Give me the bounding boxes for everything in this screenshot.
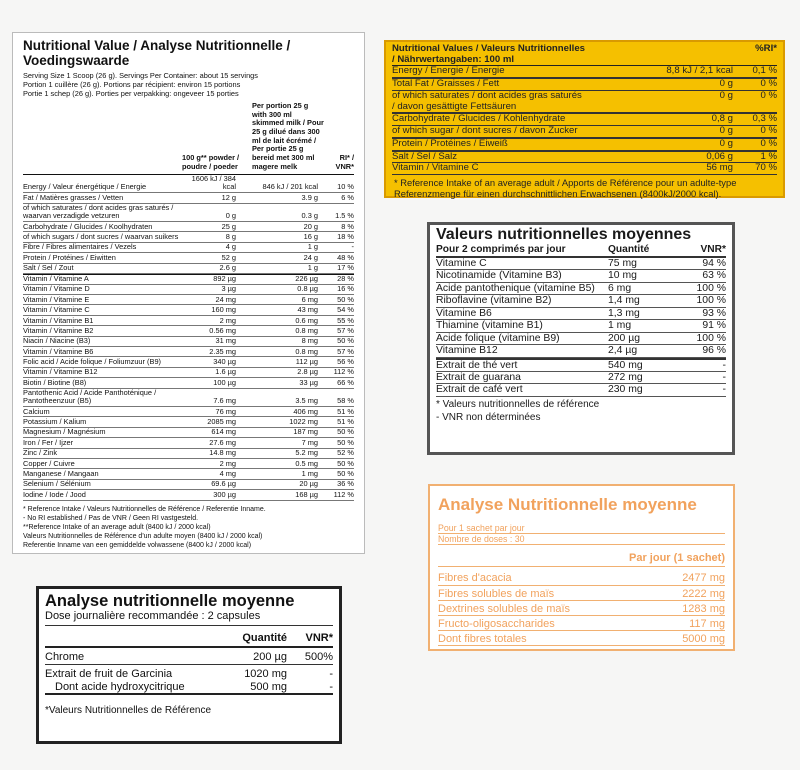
nutrient-name: Vitamin / Vitamine C bbox=[23, 305, 90, 315]
vitamin-list bbox=[436, 258, 726, 358]
nutrient-value: 0 g bbox=[719, 125, 733, 137]
per-portion-value: 226 µg bbox=[295, 273, 318, 283]
table-row bbox=[23, 417, 354, 427]
table-row bbox=[23, 490, 354, 500]
ri-value: 0 % bbox=[760, 137, 777, 149]
per-100g-value: 2 mg bbox=[219, 315, 236, 325]
ri-value: 50 % bbox=[337, 469, 354, 479]
footnote: *Valeurs Nutritionnelles de Référence bbox=[45, 705, 212, 717]
per-100g-value: 2 mg bbox=[219, 458, 236, 468]
ri-value: 6 % bbox=[341, 192, 354, 202]
table-row bbox=[438, 616, 725, 631]
table-row bbox=[23, 285, 354, 295]
table-row bbox=[23, 459, 354, 469]
dosage-info: Pour 1 sachet par jour Nombre de doses : 30 bbox=[438, 523, 725, 546]
per-portion-value: 20 g bbox=[303, 221, 318, 231]
nutrient-name: Salt / Sel / Salz bbox=[392, 150, 458, 162]
ri-value: 57 % bbox=[337, 346, 354, 356]
ingredient-value: 1283 mg bbox=[682, 602, 725, 615]
table-row bbox=[438, 586, 725, 601]
nutrient-name: Vitamin / Vitamine B2 bbox=[23, 325, 94, 335]
table-header bbox=[23, 102, 354, 172]
vnr-value: 100 % bbox=[696, 332, 726, 344]
ri-value: 51 % bbox=[337, 406, 354, 416]
vnr-value: - bbox=[722, 371, 726, 383]
per-100g-value: 1.6 µg bbox=[215, 367, 236, 377]
header-ri: RI* / VNR* bbox=[335, 153, 354, 171]
fibre-table bbox=[438, 570, 725, 645]
table-row bbox=[23, 469, 354, 479]
table-row bbox=[23, 428, 354, 438]
label-title: Analyse Nutritionnelle moyenne bbox=[438, 495, 697, 514]
table-row bbox=[436, 360, 726, 372]
per-100g-value: 4 g bbox=[225, 242, 236, 252]
table-row bbox=[23, 264, 354, 274]
table-row bbox=[436, 270, 726, 282]
ri-value: 18 % bbox=[337, 232, 354, 242]
nutrient-name: Niacin / Niacine (B3) bbox=[23, 336, 91, 346]
header-per-portion: Per portion 25 g with 300 ml skimmed milk / Pour 25 g dilué dans 300 ml de lait écrémé / Per portie 25 g bereid met 300 ml magere melk bbox=[252, 100, 324, 171]
per-100g-value: 3 µg bbox=[221, 284, 236, 294]
dosage-info: Dose journalière recommandée : 2 capsules bbox=[45, 610, 333, 625]
table-row bbox=[436, 283, 726, 295]
quantity-value: 1 mg bbox=[608, 320, 632, 332]
ri-value: 112 % bbox=[333, 489, 354, 499]
per-portion-value: 0.3 g bbox=[301, 211, 318, 221]
ri-value: 112 % bbox=[333, 367, 354, 377]
nutrient-name: Acide folique (vitamine B9) bbox=[436, 332, 560, 344]
vnr-value: 63 % bbox=[702, 270, 726, 282]
per-portion-value: 112 µg bbox=[295, 357, 318, 367]
table-row bbox=[23, 480, 354, 490]
nutrient-name: Zinc / Zink bbox=[23, 448, 58, 458]
ri-value: 55 % bbox=[337, 315, 354, 325]
table-row bbox=[23, 316, 354, 326]
per-portion-value: 43 mg bbox=[297, 305, 318, 315]
label-title: Analyse nutritionnelle moyenne bbox=[45, 592, 295, 610]
table-row bbox=[23, 175, 354, 193]
per-100g-value: 300 µg bbox=[213, 489, 236, 499]
ri-value: 10 % bbox=[337, 182, 354, 192]
per-portion-value: 24 g bbox=[303, 252, 318, 262]
table-row bbox=[436, 320, 726, 332]
per-portion-value: 846 kJ / 201 kcal bbox=[262, 182, 318, 192]
ri-value: 50 % bbox=[337, 458, 354, 468]
extract-group bbox=[45, 665, 333, 695]
nutrient-value: 0,8 g bbox=[711, 113, 733, 125]
table-row bbox=[436, 295, 726, 307]
per-portion-value: 6 mg bbox=[301, 294, 318, 304]
nutrient-name: Vitamin / Vitamine B12 bbox=[23, 367, 98, 377]
ri-value: 0 % bbox=[760, 125, 777, 137]
table-row bbox=[23, 295, 354, 305]
label-title: Valeurs nutritionnelles moyennes bbox=[436, 226, 692, 243]
per-100g-value: 340 µg bbox=[213, 357, 236, 367]
ri-value: 0,1 % bbox=[752, 65, 777, 77]
per-100g-value: 24 mg bbox=[215, 294, 236, 304]
table-row bbox=[23, 222, 354, 232]
nutrient-name: Protein / Protéines / Eiweiß bbox=[392, 137, 508, 149]
nutrient-name: Extrait de café vert bbox=[436, 384, 523, 396]
footnote: * Reference Intake of an average adult / Apports de Référence pour un adulte-type Referenzmenge für einen durchschnittlichen Erwachsenen (8400kJ/2000 kcal). bbox=[394, 177, 737, 199]
ri-value: 16 % bbox=[337, 284, 354, 294]
label-title: Nutritional Value / Analyse Nutritionnelle / Voedingswaarde bbox=[23, 38, 291, 68]
nutrient-name: Total Fat / Graisses / Fett bbox=[392, 78, 500, 90]
table-row bbox=[23, 204, 354, 222]
table-row bbox=[23, 253, 354, 263]
ri-value: 0 % bbox=[760, 89, 777, 101]
ri-value: 17 % bbox=[337, 263, 354, 273]
nutrition-label-tablets bbox=[427, 222, 735, 455]
table-row bbox=[436, 258, 726, 270]
per-100g-value: 1606 kJ / 384 kcal bbox=[191, 173, 236, 192]
quantity-value: 6 mg bbox=[608, 282, 632, 294]
table-row bbox=[23, 368, 354, 378]
nutrient-name: Vitamine B6 bbox=[436, 307, 492, 319]
per-portion-value: 406 mg bbox=[293, 406, 318, 416]
ri-value: 54 % bbox=[337, 305, 354, 315]
nutrient-name: Manganese / Mangaan bbox=[23, 469, 99, 479]
nutrient-name: Potassium / Kalium bbox=[23, 417, 87, 427]
ri-value: 28 % bbox=[337, 273, 354, 283]
extract-list bbox=[436, 358, 726, 397]
ri-value: 50 % bbox=[337, 336, 354, 346]
nutrient-name: Vitamin / Vitamine A bbox=[23, 273, 89, 283]
nutrient-name: Vitamine C bbox=[436, 258, 487, 270]
per-portion-value: 2.8 µg bbox=[297, 367, 318, 377]
table-row bbox=[23, 232, 354, 242]
table-row bbox=[392, 66, 777, 78]
header-per-100g: 100 g** powder / poudre / poeder bbox=[182, 153, 240, 171]
nutrient-name: Vitamin / Vitamine D bbox=[23, 284, 90, 294]
per-portion-value: 7 mg bbox=[301, 437, 318, 447]
table-row bbox=[23, 305, 354, 315]
table-row bbox=[436, 345, 726, 357]
per-portion-value: 0.8 mg bbox=[295, 325, 318, 335]
table-row bbox=[23, 243, 354, 253]
ingredient-name: Fibres d'acacia bbox=[438, 572, 512, 585]
quantity-value: 540 mg bbox=[608, 359, 643, 371]
table-row bbox=[392, 91, 777, 113]
per-100g-value: 8 g bbox=[225, 232, 236, 242]
per-100g-value: 52 g bbox=[221, 252, 236, 262]
ingredient-value: 5000 mg bbox=[682, 632, 725, 645]
nutrient-name: Fibre / Fibres alimentaires / Vezels bbox=[23, 242, 137, 252]
per-100g-value: 2.35 mg bbox=[209, 346, 236, 356]
nutrient-name: Energy / Énergie / Energie bbox=[392, 65, 505, 77]
table-row bbox=[392, 126, 777, 138]
ri-value: 56 % bbox=[337, 357, 354, 367]
nutrient-value: 8,8 kJ / 2,1 kcal bbox=[666, 65, 733, 77]
quantity-value: 2,4 µg bbox=[608, 345, 638, 357]
nutrient-value: 0,06 g bbox=[706, 150, 733, 162]
table-row bbox=[23, 407, 354, 417]
table-row bbox=[438, 601, 725, 616]
nutrient-name: Carbohydrate / Glucides / Koolhydraten bbox=[23, 221, 153, 231]
table-row bbox=[392, 138, 777, 151]
ingredient-name: Fructo-oligosaccharides bbox=[438, 617, 555, 630]
nutrition-label-protein-powder bbox=[12, 32, 365, 554]
nutrient-name: Extrait de thé vert bbox=[436, 359, 518, 371]
serving-info: Serving Size 1 Scoop (26 g). Servings Per Container: about 15 servings Portion 1 cuillère (26 g). Portions par récipient: environ 15 portions Portie 1 schep (26 g). Porties per verpakking: ongeveer 15 porties bbox=[23, 70, 258, 98]
per-portion-value: 16 g bbox=[303, 232, 318, 242]
per-100g-value: 0.56 mg bbox=[209, 325, 236, 335]
per-portion-value: 1 mg bbox=[301, 469, 318, 479]
per-portion-value: 3.9 g bbox=[301, 192, 318, 202]
per-100g-value: 0 g bbox=[225, 211, 236, 221]
ingredient-name: Dont fibres totales bbox=[438, 632, 527, 645]
table-header: Nutritional Values / Valeurs Nutritionnelles / Nährwertangaben: 100 ml %RI* bbox=[392, 43, 777, 65]
footnotes: * Reference Intake / Valeurs Nutritionnelles de Référence / Referentie Inname. - No RI established / Pas de VNR / Geen RI vastgesteld. **Reference Intake of an average adult (8400 kJ / 2000 kcal) Valeurs Nutritionnelles de Référence d'un adulte moyen (8400 kJ / 2000 kcal) Referentie Inname van een gemiddelde volwassene (8400 kJ / 2000 kcal) bbox=[23, 505, 266, 549]
ri-value: 0 % bbox=[760, 78, 777, 90]
ri-value: 51 % bbox=[337, 417, 354, 427]
ri-value: 50 % bbox=[337, 294, 354, 304]
ri-value: 50 % bbox=[337, 437, 354, 447]
per-100g-value: 27.6 mg bbox=[209, 437, 236, 447]
per-100g-value: 2085 mg bbox=[207, 417, 236, 427]
vnr-value: 100 % bbox=[696, 282, 726, 294]
table-row: Extrait de fruit de Garcinia 1020 mg - bbox=[45, 668, 333, 681]
ri-value: - bbox=[351, 242, 354, 252]
nutrient-table bbox=[23, 174, 354, 501]
ri-value: 66 % bbox=[337, 377, 354, 387]
per-100g-value: 12 g bbox=[221, 192, 236, 202]
ingredient-value: 2477 mg bbox=[682, 572, 725, 585]
column-header: Par jour (1 sachet) bbox=[438, 552, 725, 567]
ri-value: 70 % bbox=[755, 162, 777, 174]
nutrient-name: Vitamin / Vitamine B1 bbox=[23, 315, 94, 325]
nutrient-table bbox=[392, 66, 777, 175]
per-100g-value: 2.6 g bbox=[219, 263, 236, 273]
vnr-value: - bbox=[722, 359, 726, 371]
nutrient-name: Salt / Sel / Zout bbox=[23, 263, 74, 273]
quantity-value: 75 mg bbox=[608, 258, 637, 270]
nutrient-name: Fat / Matières grasses / Vetten bbox=[23, 192, 124, 202]
table-row bbox=[438, 570, 725, 585]
table-row bbox=[436, 372, 726, 384]
per-100g-value: 7.6 mg bbox=[213, 396, 236, 406]
per-100g-value: 160 mg bbox=[211, 305, 236, 315]
ri-value: 50 % bbox=[337, 427, 354, 437]
per-portion-value: 3.5 mg bbox=[295, 396, 318, 406]
ingredient-value: 117 mg bbox=[689, 617, 725, 630]
per-portion-value: 5.2 mg bbox=[295, 448, 318, 458]
nutrient-name: of which saturates / dont acides gras saturés / waarvan verzadigde vetzuren bbox=[23, 202, 174, 221]
table-row bbox=[392, 163, 777, 175]
nutrient-name: Nicotinamide (Vitamine B3) bbox=[436, 270, 562, 282]
ri-value: 58 % bbox=[337, 396, 354, 406]
table-row: Chrome 200 µg 500% bbox=[45, 648, 333, 666]
ingredient-name: Dextrines solubles de maïs bbox=[438, 602, 571, 615]
nutrient-name: of which sugars / dont sucres / waarvan suikers bbox=[23, 232, 179, 242]
table-row bbox=[23, 438, 354, 448]
nutrient-name: Energy / Valeur énergétique / Energie bbox=[23, 182, 147, 192]
per-portion-value: 1 g bbox=[307, 242, 318, 252]
nutrient-name: Magnesium / Magnésium bbox=[23, 427, 106, 437]
per-portion-value: 20 µg bbox=[299, 479, 318, 489]
nutrition-label-capsules bbox=[36, 586, 342, 744]
per-portion-value: 0.8 µg bbox=[297, 284, 318, 294]
per-portion-value: 8 mg bbox=[301, 336, 318, 346]
per-100g-value: 14.8 mg bbox=[209, 448, 236, 458]
footnotes: * Valeurs nutritionnelles de référence - VNR non déterminées bbox=[436, 398, 600, 423]
ri-value: 1.5 % bbox=[335, 211, 354, 221]
table-row bbox=[436, 308, 726, 320]
per-100g-value: 76 mg bbox=[215, 406, 236, 416]
vnr-value: 91 % bbox=[702, 320, 726, 332]
table-row bbox=[438, 631, 725, 646]
per-portion-value: 1022 mg bbox=[289, 417, 318, 427]
nutrient-name: Riboflavine (vitamine B2) bbox=[436, 295, 552, 307]
vnr-value: 93 % bbox=[702, 307, 726, 319]
per-100g-value: 100 µg bbox=[213, 377, 236, 387]
nutrient-name: Thiamine (vitamine B1) bbox=[436, 320, 543, 332]
table-row bbox=[436, 384, 726, 396]
per-portion-value: 0.5 mg bbox=[295, 458, 318, 468]
per-portion-value: 1 g bbox=[307, 263, 318, 273]
quantity-value: 230 mg bbox=[608, 384, 643, 396]
nutrient-name: of which saturates / dont acides gras saturés / davon gesättigte Fettsäuren bbox=[392, 89, 582, 112]
nutrient-name: Protein / Protéines / Eiwitten bbox=[23, 252, 116, 262]
per-100g-value: 4 mg bbox=[219, 469, 236, 479]
per-100g-value: 31 mg bbox=[215, 336, 236, 346]
nutrient-name: Folic acid / Acide folique / Foliumzuur (B9) bbox=[23, 357, 162, 367]
quantity-value: 272 mg bbox=[608, 371, 643, 383]
nutrient-value: 0 g bbox=[719, 78, 733, 90]
per-portion-value: 33 µg bbox=[299, 377, 318, 387]
nutrient-name: Copper / Cuivre bbox=[23, 458, 75, 468]
ingredient-name: Fibres solubles de maïs bbox=[438, 587, 555, 600]
nutrient-name: Vitamin / Vitamine C bbox=[392, 162, 479, 174]
ri-value: 57 % bbox=[337, 325, 354, 335]
table-row bbox=[23, 274, 354, 285]
per-portion-value: 0.8 mg bbox=[295, 346, 318, 356]
nutrient-value: 0 g bbox=[719, 89, 733, 101]
ri-value: 36 % bbox=[337, 479, 354, 489]
nutrient-name: Acide pantothenique (vitamine B5) bbox=[436, 282, 595, 294]
vnr-value: 100 % bbox=[696, 295, 726, 307]
ri-value: 52 % bbox=[337, 448, 354, 458]
table-row bbox=[23, 449, 354, 459]
table-header: Quantité VNR* bbox=[45, 632, 333, 648]
quantity-value: 1,3 mg bbox=[608, 307, 640, 319]
nutrient-name: Carbohydrate / Glucides / Kohlenhydrate bbox=[392, 113, 566, 125]
table-row bbox=[23, 347, 354, 357]
per-100g-value: 69.6 µg bbox=[211, 479, 236, 489]
quantity-value: 10 mg bbox=[608, 270, 637, 282]
table-row bbox=[436, 333, 726, 345]
nutrient-name: Pantothenic Acid / Acide Panthoténique / Pantotheenzuur (B5) bbox=[23, 387, 157, 406]
nutrient-name: Vitamin / Vitamine B6 bbox=[23, 346, 94, 356]
ri-value: 0,3 % bbox=[752, 113, 777, 125]
table-row bbox=[23, 193, 354, 203]
quantity-value: 200 µg bbox=[608, 332, 640, 344]
per-100g-value: 25 g bbox=[221, 221, 236, 231]
nutrition-label-fibres bbox=[428, 484, 735, 651]
ingredient-value: 2222 mg bbox=[682, 587, 725, 600]
quantity-value: 1,4 mg bbox=[608, 295, 640, 307]
vnr-value: - bbox=[722, 384, 726, 396]
table-row bbox=[23, 389, 354, 407]
per-100g-value: 614 mg bbox=[211, 427, 236, 437]
nutrient-value: 56 mg bbox=[706, 162, 733, 174]
nutrient-name: Calcium bbox=[23, 406, 50, 416]
nutrition-label-yellow bbox=[384, 40, 785, 198]
nutrient-name: Iodine / Iode / Jood bbox=[23, 489, 86, 499]
table-row: Dont acide hydroxycitrique 500 mg - bbox=[55, 680, 333, 693]
nutrient-name: Vitamin / Vitamine E bbox=[23, 294, 90, 304]
nutrient-name: Biotin / Biotine (B8) bbox=[23, 377, 87, 387]
ri-value: 48 % bbox=[337, 252, 354, 262]
table-row bbox=[23, 357, 354, 367]
ri-value: 8 % bbox=[341, 221, 354, 231]
per-100g-value: 892 µg bbox=[213, 273, 236, 283]
per-portion-value: 187 mg bbox=[293, 427, 318, 437]
nutrient-name: of which sugar / dont sucres / davon Zucker bbox=[392, 125, 578, 137]
table-header: Pour 2 comprimés par jour Quantité VNR* bbox=[436, 244, 726, 258]
nutrient-value: 0 g bbox=[719, 137, 733, 149]
nutrient-name: Selenium / Sélénium bbox=[23, 479, 91, 489]
nutrient-name: Iron / Fer / Ijzer bbox=[23, 437, 74, 447]
per-portion-value: 0.6 mg bbox=[295, 315, 318, 325]
vnr-value: 96 % bbox=[702, 345, 726, 357]
per-portion-value: 168 µg bbox=[295, 489, 318, 499]
nutrient-name: Extrait de guarana bbox=[436, 371, 521, 383]
table-row bbox=[23, 337, 354, 347]
table-row bbox=[23, 326, 354, 336]
ri-value: 1 % bbox=[760, 150, 777, 162]
vnr-value: 94 % bbox=[702, 258, 726, 270]
nutrient-name: Vitamine B12 bbox=[436, 345, 498, 357]
